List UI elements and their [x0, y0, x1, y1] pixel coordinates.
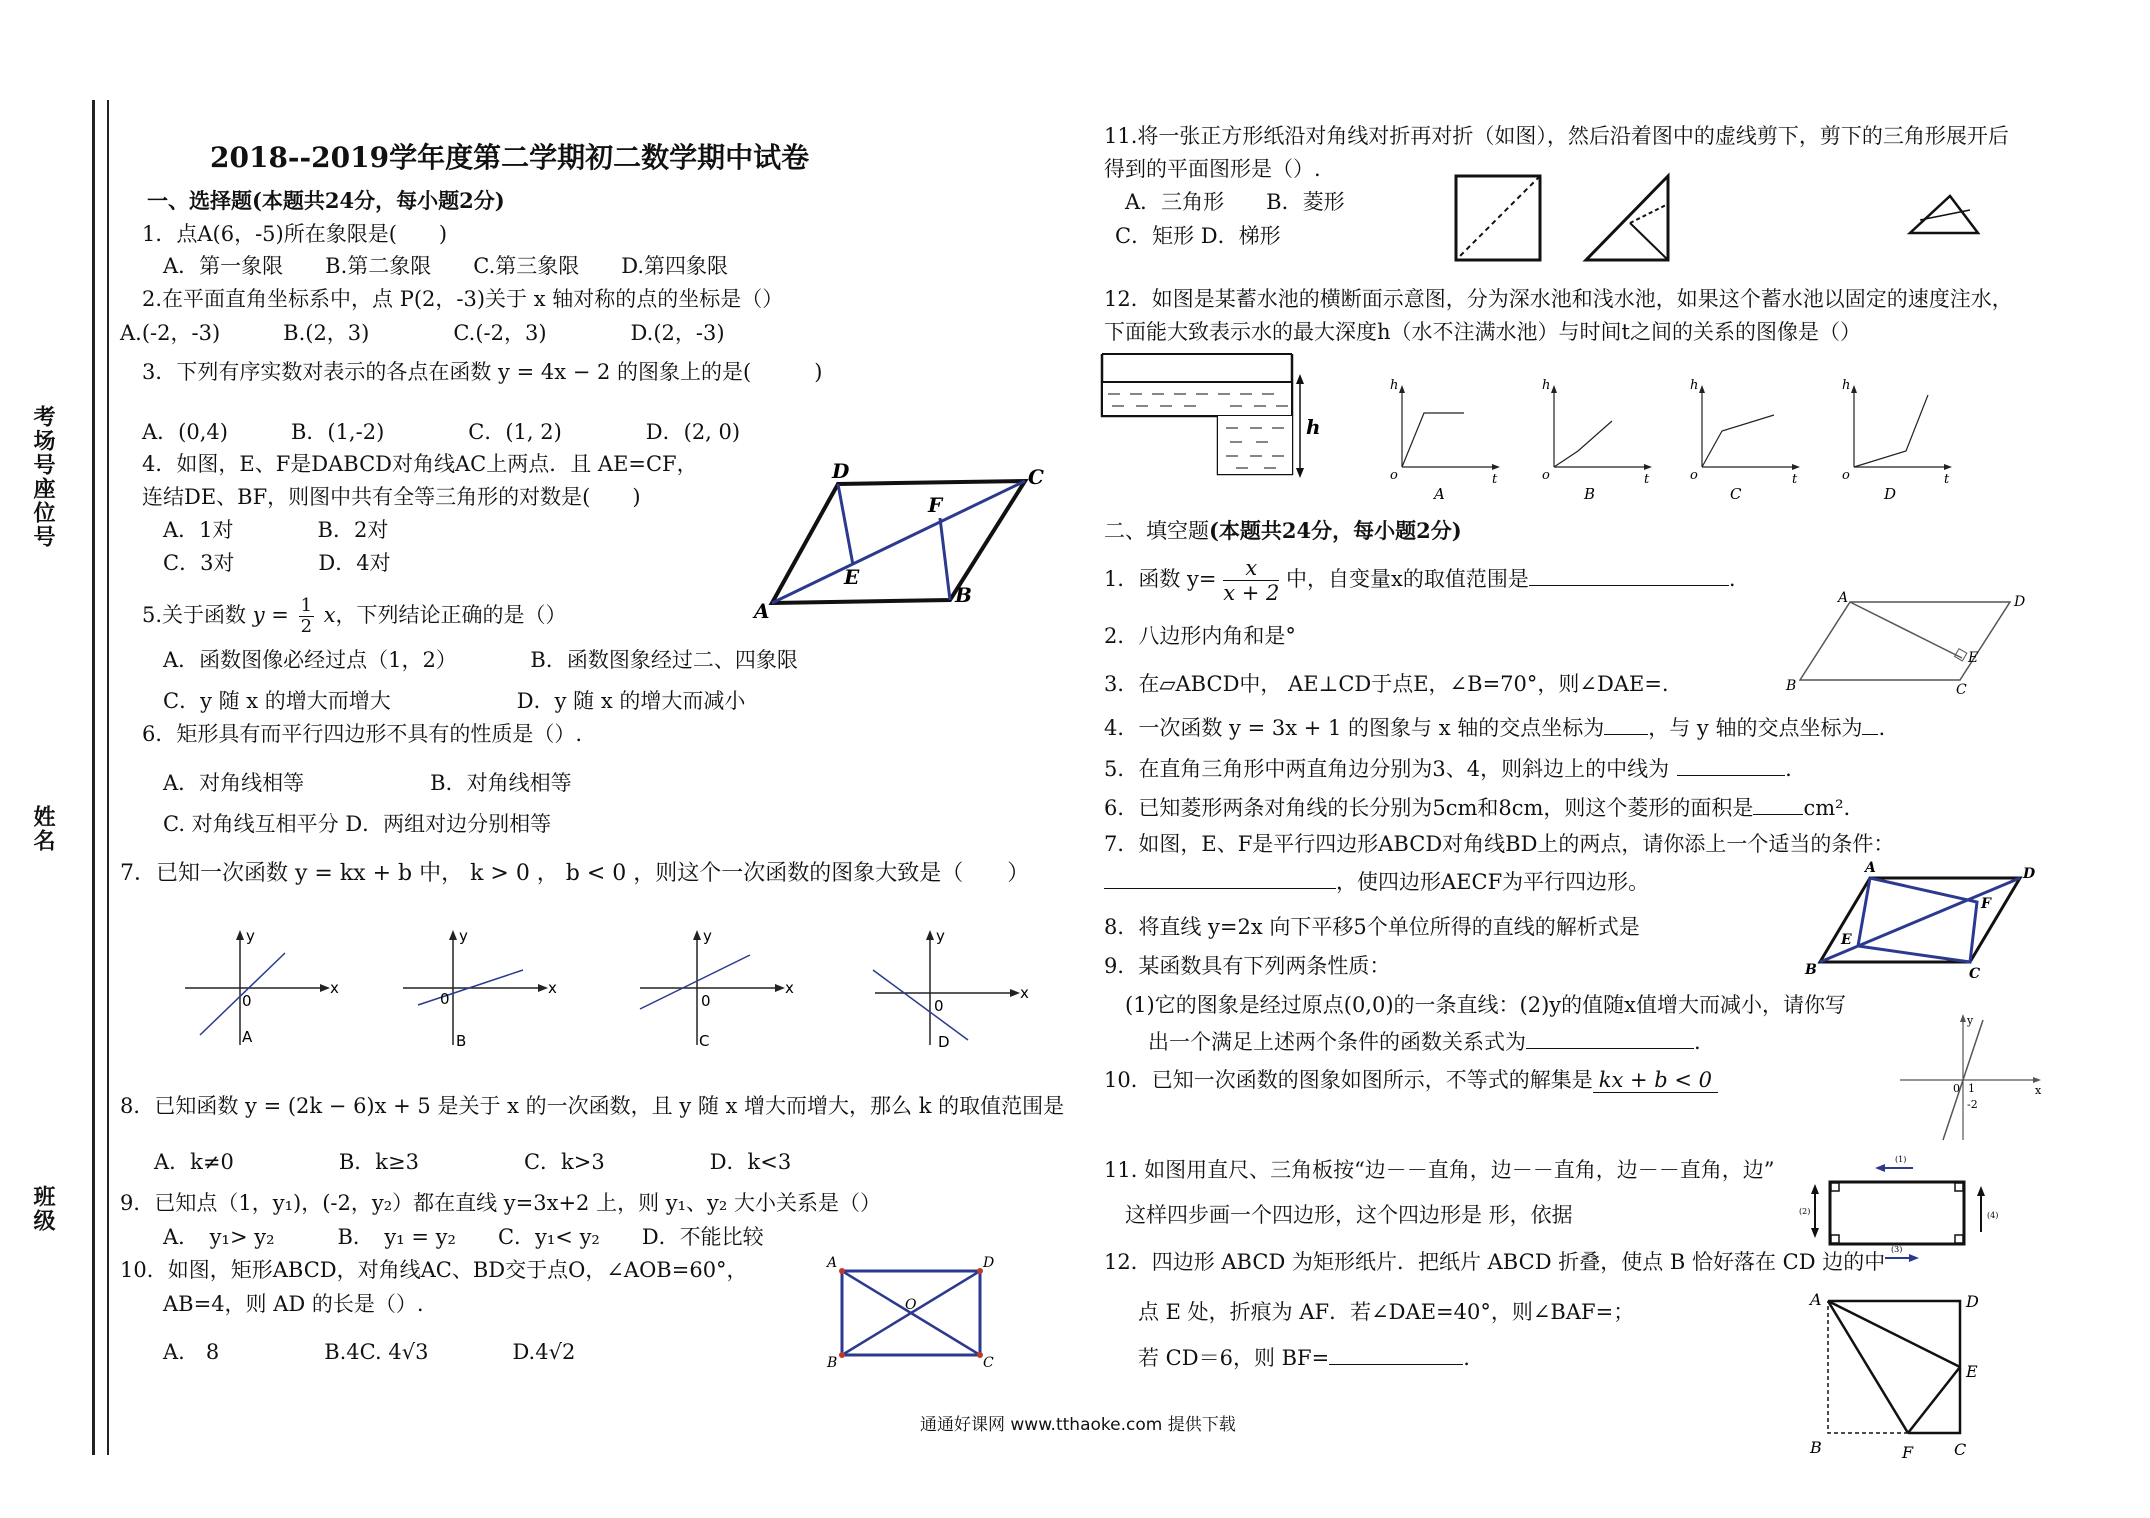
- q6-opt1: A．对角线相等 B．对角线相等: [163, 771, 572, 795]
- q12d-t: t: [1944, 472, 1950, 487]
- q3-options: A．(0,4) B．(1,-2) C．(1, 2) D．(2, 0): [142, 420, 741, 444]
- f7-label-f: F: [1981, 896, 1991, 912]
- f12-label-f: F: [1902, 1443, 1914, 1462]
- q12-graph-b: [1542, 375, 1662, 503]
- q5-x: x: [323, 602, 336, 627]
- q12c-h: h: [1690, 378, 1699, 393]
- f10-x: x: [2035, 1084, 2042, 1097]
- f9-blank[interactable]: [1526, 1048, 1694, 1049]
- binding-line-outer: [92, 100, 95, 1455]
- f11-step4: (4): [1987, 1211, 1999, 1220]
- q7d-y-label: y: [936, 927, 945, 945]
- q9-stem: 9．已知点（1，y₁)，(-2，y₂）都在直线 y=3x+2 上，则 y₁、y₂ 大小关系是（）: [120, 1191, 882, 1215]
- f1-post: 中，自变量x的取值范围是: [1286, 567, 1529, 592]
- f5-blank[interactable]: [1677, 775, 1785, 776]
- f9-line1: 9．某函数具有下列两条性质：: [1104, 954, 1391, 978]
- f10-y: y: [1967, 1014, 1974, 1027]
- q8-options: A．k≠0 B．k≥3 C．k>3 D．k<3: [154, 1150, 792, 1174]
- q5-frac-den: 2: [300, 615, 313, 637]
- f11-line2: 这样四步画一个四边形，这个四边形是 形，依据: [1125, 1203, 1573, 1227]
- q12b-h: h: [1542, 378, 1551, 393]
- name-label: 姓名: [30, 805, 56, 853]
- f12-label-c: C: [1954, 1440, 1967, 1459]
- q7c-y-label: y: [703, 927, 712, 945]
- f6-blank[interactable]: [1753, 814, 1803, 815]
- q12a-o: o: [1390, 468, 1398, 483]
- q7a-y-label: y: [246, 927, 255, 945]
- f1-line: [1104, 556, 1736, 605]
- q10-label-o: O: [905, 1297, 917, 1313]
- f12-label-b: B: [1810, 1438, 1822, 1457]
- f10-1: 1: [1968, 1082, 1975, 1095]
- q7-graph-d: [870, 925, 1030, 1050]
- q12d-label: D: [1884, 485, 1897, 503]
- q12c-label: C: [1730, 485, 1742, 503]
- f12-line3-text: 若 CD＝6，则 BF=: [1138, 1346, 1330, 1370]
- q1-stem: 1．点A(6，-5)所在象限是( ): [142, 222, 448, 246]
- f4-end: .: [1878, 716, 1886, 740]
- q12d-h: h: [1842, 378, 1851, 393]
- f1-frac-num: x: [1223, 556, 1279, 581]
- q12-pool-figure: [1100, 350, 1330, 485]
- f3-line: 3．在▱ABCD中， AE⊥CD于点E，∠B=70°，则∠DAE=.: [1104, 672, 1669, 696]
- q2-stem: 2.在平面直角坐标系中，点 P(2，-3)关于 x 轴对称的点的坐标是（）: [142, 287, 784, 311]
- q12b-o: o: [1542, 468, 1550, 483]
- q10-label-b: B: [827, 1355, 838, 1371]
- q7b-origin: 0: [440, 990, 450, 1008]
- q4-line1: 4．如图，E、F是DABCD对角线AC上两点．且 AE=CF，: [142, 452, 698, 476]
- q2-options: A.(-2，-3) B.(2，3) C.(-2，3) D.(2，-3): [120, 321, 725, 345]
- f11-step2: (2): [1799, 1207, 1811, 1216]
- q7a-label: A: [242, 1028, 253, 1046]
- q9-options: A． y₁> y₂ B． y₁ = y₂ C．y₁< y₂ D．不能比较: [163, 1225, 764, 1249]
- q4-label-a: A: [754, 599, 770, 623]
- q10-rectangle-figure: [825, 1255, 1005, 1370]
- f7-label-a: A: [1865, 860, 1876, 876]
- q7-stem: 7．已知一次函数 y = kx + b 中， k > 0 ， b < 0 ，则这个一次函数的图象大致是（ ）: [120, 861, 1030, 886]
- f5-end: .: [1785, 757, 1792, 781]
- q5-stem: [142, 596, 567, 637]
- f12-line3: [1138, 1346, 1470, 1371]
- q6-opt2: C. 对角线互相平分 D．两组对边分别相等: [163, 812, 552, 836]
- section2-heading-bold: (本题共24分，每小题2分): [1209, 518, 1462, 543]
- q1-options: A．第一象限 B.第二象限 C.第三象限 D.第四象限: [163, 254, 729, 278]
- f1-end: .: [1728, 567, 1736, 592]
- f6-pre: 6．已知菱形两条对角线的长分别为5cm和8cm，则这个菱形的面积是: [1104, 796, 1754, 820]
- f7-blank[interactable]: [1104, 888, 1336, 889]
- class-label: 班级: [30, 1185, 56, 1233]
- q12-graph-c: [1690, 375, 1810, 503]
- f7-line2: [1104, 870, 1649, 895]
- q7d-x-label: x: [1020, 984, 1029, 1002]
- f5-pre: 5．在直角三角形中两直角边分别为3、4，则斜边上的中线为: [1104, 757, 1670, 781]
- f6-end: cm².: [1803, 796, 1851, 820]
- f11-step1: (1): [1895, 1155, 1907, 1164]
- f4-blank-y[interactable]: [1862, 734, 1878, 735]
- q4-label-d: D: [832, 459, 850, 483]
- f6-line: [1104, 796, 1850, 821]
- q7-graph-a: [180, 925, 340, 1050]
- q12b-t: t: [1644, 472, 1650, 487]
- q4-segment-de: [838, 484, 853, 565]
- r-q12-line2: 下面能大致表示水的最大深度h（水不注满水池）与时间t之间的关系的图像是（）: [1104, 320, 1861, 344]
- q5-func: y =: [252, 602, 289, 627]
- q12c-o: o: [1690, 468, 1698, 483]
- f12-label-a: A: [1810, 1290, 1822, 1309]
- q4-line2: 连结DE、BF，则图中共有全等三角形的对数是( ): [142, 485, 641, 509]
- f10-o: 0: [1953, 1082, 1960, 1095]
- f11-line1: 11. 如图用直尺、三角板按“边－－直角，边－－直角，边－－直角，边”: [1104, 1158, 1775, 1182]
- f9-line3-text: 出一个满足上述两个条件的函数关系式为: [1148, 1030, 1526, 1054]
- f10-graph: [1895, 1010, 2045, 1145]
- q4-label-c: C: [1028, 465, 1044, 489]
- f7-label-e: E: [1841, 932, 1852, 948]
- f11-step3: (3): [1891, 1245, 1903, 1254]
- q10-label-d: D: [983, 1255, 995, 1271]
- q7-graph-b: [398, 925, 558, 1050]
- q4-label-e: E: [844, 565, 860, 589]
- q12-h-label: h: [1306, 415, 1321, 439]
- f9-line3: [1148, 1030, 1701, 1055]
- f3-label-c: C: [1956, 682, 1967, 698]
- q4-opt2: C．3对 D．4对: [163, 551, 391, 575]
- binding-line-inner: [107, 100, 109, 1455]
- q12-graph-d: [1842, 375, 1962, 503]
- q7b-y-label: y: [459, 927, 468, 945]
- q7c-label: C: [699, 1032, 710, 1050]
- q7b-label: B: [456, 1032, 467, 1050]
- q6-stem: 6．矩形具有而平行四边形不具有的性质是（）.: [142, 722, 583, 746]
- f4-blank-x[interactable]: [1604, 734, 1648, 735]
- q7b-x-label: x: [548, 979, 557, 997]
- f10-pre: 10．已知一次函数的图象如图所示，不等式的解集是: [1104, 1068, 1593, 1092]
- q12b-label: B: [1584, 485, 1596, 503]
- q7a-origin: 0: [242, 992, 252, 1010]
- section2-heading-pre: 二、填空题: [1104, 519, 1209, 543]
- f5-line: [1104, 757, 1792, 782]
- q5-opt1: A．函数图像必经过点（1，2） B．函数图象经过二、四象限: [163, 648, 798, 672]
- q7d-label: D: [938, 1033, 950, 1051]
- f12-blank[interactable]: [1329, 1364, 1463, 1365]
- q11-fold-figures: [1440, 168, 2050, 268]
- q5-fraction: [299, 596, 314, 637]
- page-title: 2018--2019学年度第二学期初二数学期中试卷: [210, 141, 810, 174]
- f10-answer: kx + b < 0: [1593, 1068, 1718, 1093]
- q7d-origin: 0: [934, 997, 944, 1015]
- q12a-h: h: [1390, 378, 1399, 393]
- f7-label-b: B: [1805, 962, 1817, 978]
- f12-end: .: [1463, 1346, 1470, 1370]
- q10-options: A. 8 B.4C. 4√3 D.4√2: [163, 1340, 576, 1364]
- f1-answer-blank[interactable]: [1529, 585, 1729, 586]
- q12-graph-a: [1390, 375, 1510, 503]
- f12-line2: 点 E 处，折痕为 AF．若∠DAE=40°，则∠BAF=；: [1138, 1300, 1635, 1324]
- f1-fraction: [1223, 556, 1279, 605]
- q7a-x-label: x: [330, 979, 339, 997]
- q10-line1: 10．如图，矩形ABCD，对角线AC、BD交于点O，∠AOB=60°，: [120, 1258, 748, 1282]
- f12-label-d: D: [1966, 1292, 1979, 1311]
- q12a-label: A: [1434, 485, 1445, 503]
- q5-frac-num: 1: [300, 595, 313, 616]
- q4-segment-bf: [940, 518, 950, 600]
- q12d-o: o: [1842, 468, 1850, 483]
- q12a-t: t: [1492, 472, 1498, 487]
- seat-label: 考场号座位号: [30, 405, 56, 549]
- f12-label-e: E: [1966, 1362, 1978, 1381]
- section1-heading: 一、选择题(本题共24分，每小题2分): [147, 188, 505, 213]
- section2-heading: [1104, 518, 1462, 544]
- f2-line: 2．八边形内角和是°: [1104, 624, 1296, 648]
- f9-line2: (1)它的图象是经过原点(0,0)的一条直线：(2)y的值随x值增大而减小，请你写: [1125, 993, 1846, 1017]
- r-q11-opt1: A．三角形 B．菱形: [1125, 190, 1345, 214]
- f7-line1: 7．如图，E、F是平行四边形ABCD对角线BD上的两点，请你添上一个适当的条件：: [1104, 832, 1895, 856]
- q7c-x-label: x: [785, 979, 794, 997]
- q4-label-f: F: [928, 493, 943, 517]
- r-q11-line1: 11.将一张正方形纸沿对角线对折再对折（如图），然后沿着图中的虚线剪下，剪下的三角形展开后: [1104, 124, 2009, 148]
- f3-label-a: A: [1838, 590, 1849, 606]
- footer-source: 通通好课网 www.tthaoke.com 提供下载: [920, 1415, 1236, 1435]
- f4-line: [1104, 716, 1885, 741]
- f7-parallelogram-figure: [1805, 860, 2035, 980]
- f1-pre: 1．函数 y=: [1104, 567, 1217, 592]
- f12-line1: 12．四边形 ABCD 为矩形纸片．把纸片 ABCD 折叠，使点 B 恰好落在 CD 边的中: [1104, 1250, 1886, 1274]
- f1-frac-den: x + 2: [1223, 581, 1280, 606]
- q4-opt1: A．1对 B．2对: [163, 518, 389, 542]
- r-q12-line1: 12．如图是某蓄水池的横断面示意图，分为深水池和浅水池，如果这个蓄水池以固定的速度注水，: [1104, 287, 2013, 311]
- q7c-origin: 0: [701, 992, 711, 1010]
- f10-line: [1104, 1068, 1718, 1093]
- q8-stem: 8．已知函数 y = (2k − 6)x + 5 是关于 x 的一次函数，且 y 随 x 增大而增大，那么 k 的取值范围是: [120, 1094, 1065, 1118]
- q12c-t: t: [1792, 472, 1798, 487]
- q3-stem: 3．下列有序实数对表示的各点在函数 y = 4x − 2 的图象上的是( ): [142, 360, 823, 384]
- f7-label-d: D: [2023, 866, 2036, 882]
- f4-pre: 4．一次函数 y = 3x + 1 的图象与 x 轴的交点坐标为: [1104, 716, 1605, 740]
- q10-label-c: C: [983, 1355, 994, 1371]
- f3-label-b: B: [1786, 678, 1797, 694]
- q4-parallelogram-figure: [750, 460, 1050, 630]
- q5-opt2: C．y 随 x 的增大而增大 D．y 随 x 的增大而减小: [163, 689, 746, 713]
- q10-label-a: A: [827, 1255, 838, 1271]
- r-q11-line2: 得到的平面图形是（）.: [1104, 157, 1321, 181]
- q10-line2: AB=4，则 AD 的长是（）.: [163, 1292, 424, 1316]
- f3-label-e: E: [1968, 650, 1979, 666]
- f12-fold-figure: [1800, 1285, 1990, 1465]
- r-q11-opt2: C．矩形 D．梯形: [1115, 224, 1281, 248]
- f7-line2-text: ，使四边形AECF为平行四边形。: [1336, 870, 1650, 894]
- f3-label-d: D: [2014, 594, 2026, 610]
- q7-graph-c: [635, 925, 795, 1050]
- f7-label-c: C: [1969, 966, 1981, 982]
- f4-mid: ，与 y 轴的交点坐标为: [1648, 716, 1863, 740]
- q5-stem-pre: 5.关于函数: [142, 602, 247, 627]
- q5-stem-post: ，下列结论正确的是（）: [335, 602, 567, 627]
- q4-label-b: B: [955, 583, 972, 607]
- f9-end: .: [1694, 1030, 1701, 1054]
- f10-m2: -2: [1967, 1098, 1978, 1111]
- f8-line: 8．将直线 y=2x 向下平移5个单位所得的直线的解析式是: [1104, 915, 1640, 939]
- f3-parallelogram-figure: [1780, 590, 2026, 698]
